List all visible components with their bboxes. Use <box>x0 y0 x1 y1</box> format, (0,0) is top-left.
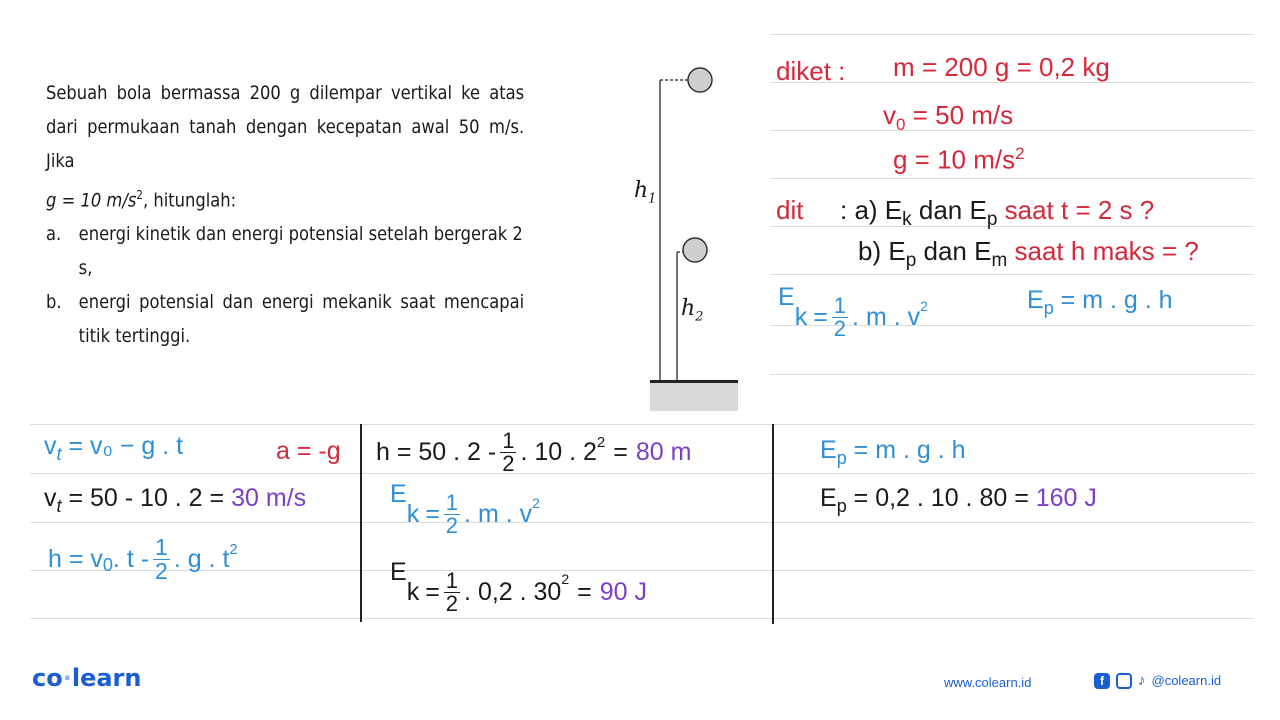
ep-calculation: $E_p = 0,2$ . 10 . 80 = 160 J <box>820 484 1097 516</box>
known-g: g = 10 $m/s^2$ <box>893 144 1025 175</box>
dit-a: : a) $E_k$ dan $E_p$ saat t = 2 s ? <box>840 195 1155 231</box>
h-formula: h = v $_0$ . t - $\frac{1}{2}$ . g . t $^2$ <box>48 534 238 584</box>
diket-label: diket : <box>776 56 846 86</box>
rule-line <box>30 424 1254 425</box>
column-divider <box>360 424 362 622</box>
ek-calculation: E k = $\frac{1}{2}$ . 0,2 . 30 $^2$ = 90 J <box>390 558 648 616</box>
rule-line <box>30 522 1254 523</box>
dit-label: dit <box>776 195 804 225</box>
h-calculation: h = 50 . 2 - $\frac{1}{2}$ . 10 . 2 $^2$ = 80 m <box>376 428 692 476</box>
problem-statement <box>46 76 524 353</box>
known-mass: m = 200 g = 0,2 kg <box>893 52 1110 82</box>
acceleration-eq: a = -g <box>276 437 341 465</box>
ek-formula: E k = $\frac{1}{2}$ . m . v $^2$ <box>390 480 540 538</box>
ek-formula-top: E k = $\frac{1}{2}$ . m . v $^2$ <box>778 283 928 341</box>
known-v0: $v_0 = 50$ m/s <box>883 100 1014 135</box>
rule-line <box>770 274 1254 275</box>
problem-item-b: b. energi potensial dan energi mekanik saat mencapai titik tertinggi. <box>46 291 525 348</box>
social-handle: @colearn.id <box>1151 673 1222 688</box>
problem-intro: Sebuah bola bermassa 200 g dilempar vertikal ke atas dari permukaan tanah dengan kecepatan awal 50 m/s. Jika <box>46 82 525 172</box>
tiktok-icon[interactable]: ♪ <box>1138 672 1146 689</box>
ep-formula: $E_p = m$ . g . h <box>820 436 966 468</box>
rule-line <box>770 374 1254 375</box>
facebook-icon[interactable]: f <box>1094 673 1110 689</box>
vt-formula: $v_t = v_0 - g$ . t <box>44 432 184 464</box>
colearn-logo: co·learn <box>32 664 142 692</box>
website-link[interactable]: www.colearn.id <box>944 675 1032 690</box>
social-icons <box>1094 672 1221 689</box>
vt-calculation: $v_t = 50 - 10$ . 2 = 30 m/s <box>44 484 307 516</box>
ball-diagram <box>620 50 750 415</box>
column-divider <box>772 424 774 624</box>
ep-formula-top: $E_p = m$ . g . h <box>1027 286 1173 318</box>
rule-line <box>770 178 1254 179</box>
rule-line <box>770 34 1254 35</box>
dit-b: b) $E_p$ dan $E_m$ saat h maks = ? <box>858 236 1199 272</box>
rule-line <box>30 618 1254 619</box>
instagram-icon[interactable] <box>1116 673 1132 689</box>
problem-g-line: g = 10 $m/s^2$, hitunglah: <box>46 188 237 212</box>
h2-label: $h_2$ <box>681 296 704 325</box>
problem-item-a: a. energi kinetik dan energi potensial setelah bergerak 2 s, <box>46 223 523 280</box>
h1-label: $h_1$ <box>634 178 657 207</box>
